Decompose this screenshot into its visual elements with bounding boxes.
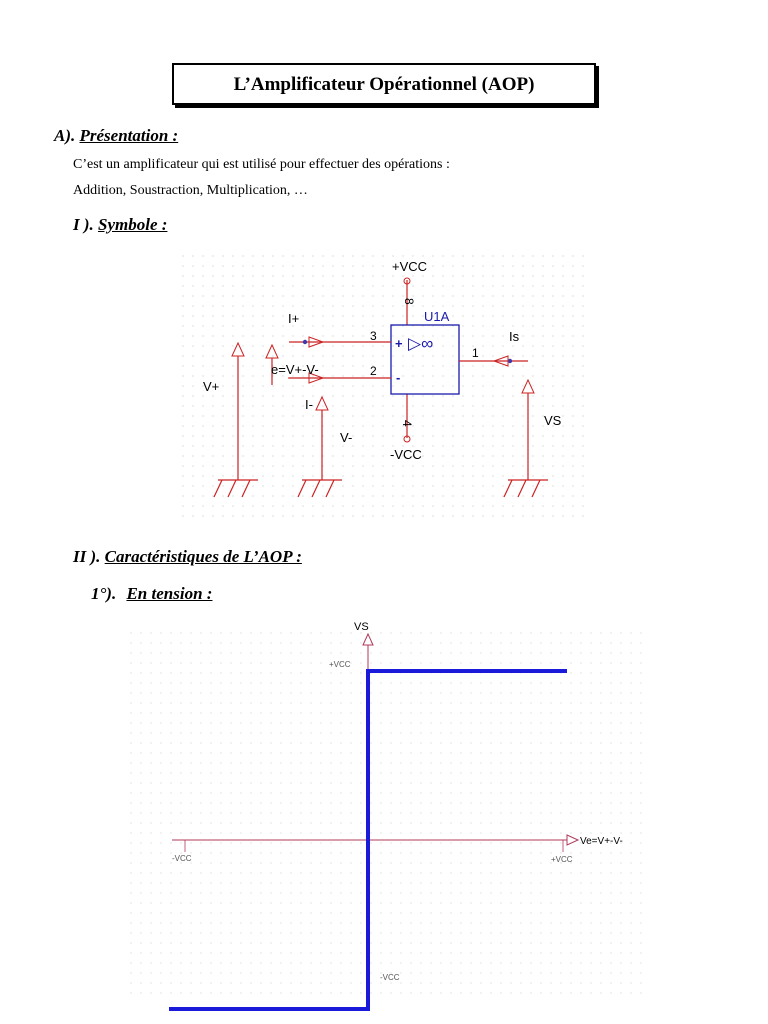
section-a-prefix: A). — [54, 126, 76, 145]
pin-8-label: 8 — [402, 298, 416, 305]
v-plus-label: V+ — [203, 379, 220, 394]
section-ii-prefix: II ). — [73, 547, 101, 566]
pin-4-label: 4 — [400, 420, 414, 427]
plus-input-sign: + — [395, 336, 403, 351]
e-label: e=V+-V- — [271, 362, 319, 377]
section-i-title: Symbole : — [98, 215, 168, 234]
chart-grid — [130, 632, 650, 1002]
pin-1-label: 1 — [472, 346, 479, 360]
x-axis-label: Ve=V+-V- — [580, 836, 623, 847]
vs-label: VS — [544, 413, 562, 428]
page-title: L’Amplificateur Opérationnel (AOP) — [233, 74, 535, 95]
amp-triangle-infinity-icon: ▷∞ — [408, 334, 434, 353]
y-axis-label: VS — [354, 621, 369, 633]
subsection-1-title: En tension : — [126, 584, 213, 603]
v-minus-label: V- — [340, 430, 353, 445]
section-ii-title: Caractéristiques de L’AOP : — [104, 547, 302, 566]
i-s-label: Is — [509, 329, 520, 344]
i-plus-label: I+ — [288, 311, 300, 326]
vcc-neg-label: -VCC — [390, 447, 422, 462]
pin-2-label: 2 — [370, 364, 377, 378]
section-a-title: Présentation : — [79, 126, 179, 145]
vcc-pos-label: +VCC — [392, 259, 428, 274]
part-label: U1A — [424, 309, 450, 324]
x-tick-label-pos: +VCC — [551, 855, 573, 864]
section-i-prefix: I ). — [73, 215, 94, 234]
intro-line-2: Addition, Soustraction, Multiplication, … — [73, 183, 308, 198]
pin-3-label: 3 — [370, 329, 377, 343]
intro-line-1: C’est un amplificateur qui est utilisé pour effectuer des opérations : — [73, 157, 450, 172]
x-tick-label-neg: -VCC — [172, 854, 192, 863]
y-tick-label-pos: +VCC — [329, 660, 351, 669]
y-tick-label-neg: -VCC — [380, 973, 400, 982]
minus-input-sign: - — [396, 370, 401, 385]
i-minus-label: I- — [305, 397, 313, 412]
subsection-1-prefix: 1°). — [91, 584, 117, 603]
